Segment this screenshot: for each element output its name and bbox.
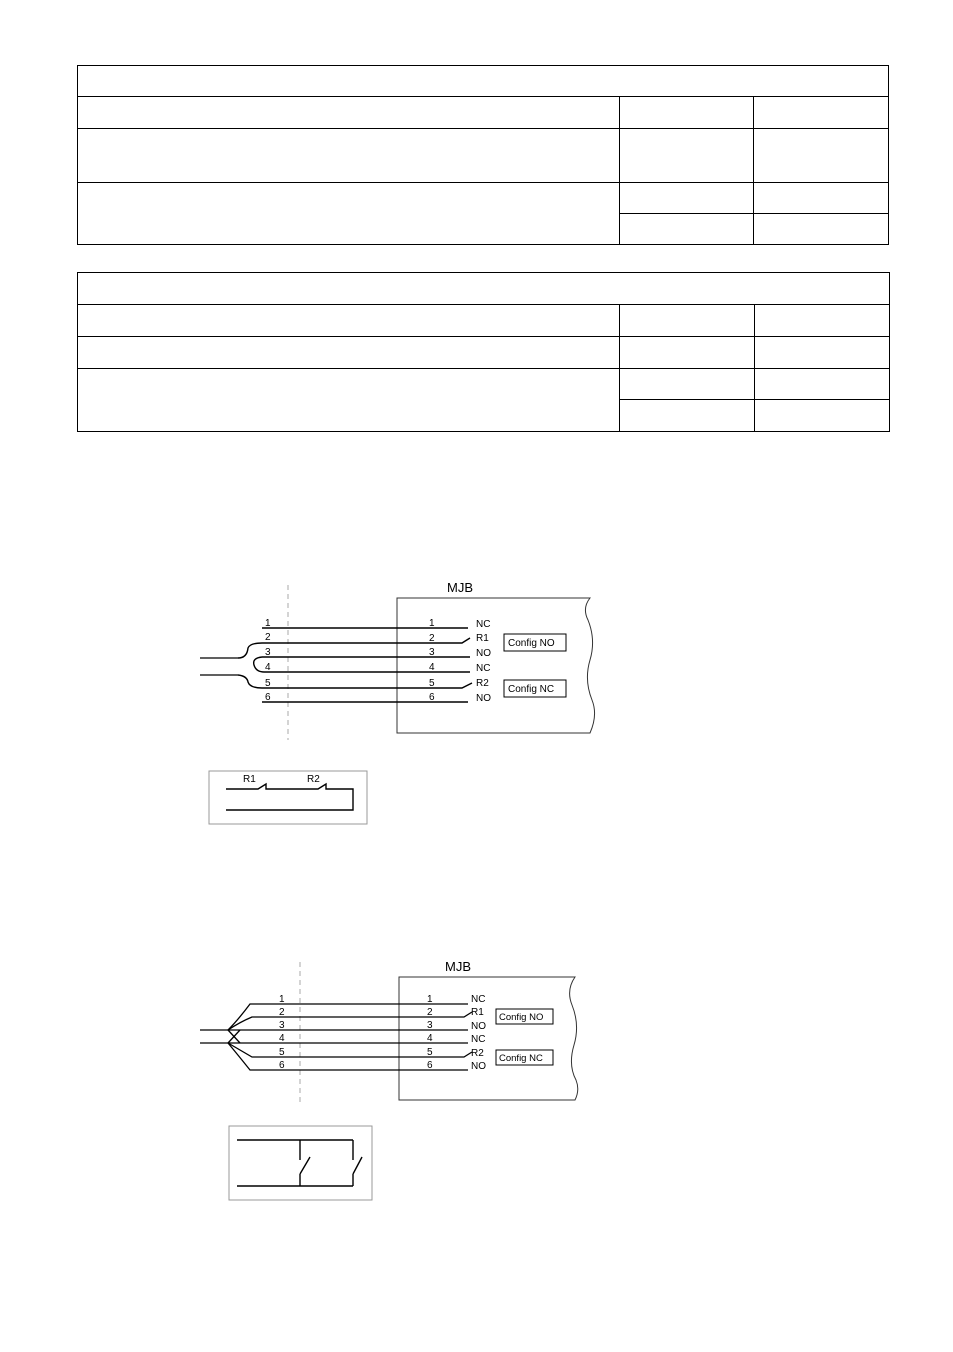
terminal-label: NO xyxy=(476,693,491,704)
right-wire-number: 5 xyxy=(427,1047,433,1058)
terminal-label: R1 xyxy=(476,633,489,644)
terminal-label: NC xyxy=(476,663,491,674)
terminal-label: NC xyxy=(476,619,491,630)
left-wire-number: 4 xyxy=(279,1033,285,1044)
left-wire-number: 6 xyxy=(265,692,271,703)
parallel-schematic-frame xyxy=(229,1126,372,1200)
right-wire-number: 3 xyxy=(427,1020,433,1031)
right-wire-number: 6 xyxy=(427,1060,433,1071)
right-wire-number: 6 xyxy=(429,692,435,703)
terminal-label: NO xyxy=(476,648,491,659)
terminal-label: NO xyxy=(471,1061,486,1072)
left-wire-number: 2 xyxy=(265,632,271,643)
terminal-label: NO xyxy=(471,1021,486,1032)
schematic-label-r1: R1 xyxy=(243,774,256,785)
left-wire-number: 6 xyxy=(279,1060,285,1071)
mjb-housing xyxy=(399,977,578,1100)
right-wire-number: 1 xyxy=(429,618,435,629)
left-wire-number: 1 xyxy=(265,618,271,629)
right-wire-number: 5 xyxy=(429,678,435,689)
right-wire-number: 1 xyxy=(427,994,433,1005)
terminal-label: NC xyxy=(471,1034,486,1045)
schematic-label-r2: R2 xyxy=(307,774,320,785)
right-wire-number: 2 xyxy=(427,1007,433,1018)
terminal-label: R2 xyxy=(471,1048,484,1059)
wire-2 xyxy=(228,1012,472,1030)
mjb-title: MJB xyxy=(445,959,471,974)
left-wire-number: 3 xyxy=(279,1020,285,1031)
right-wire-number: 2 xyxy=(429,633,435,644)
left-wire-number: 5 xyxy=(265,678,271,689)
config-nc-label: Config NC xyxy=(499,1053,543,1064)
right-wire-number: 3 xyxy=(429,647,435,658)
left-wire-number: 2 xyxy=(279,1007,285,1018)
left-wire-number: 4 xyxy=(265,662,271,673)
left-wire-number: 1 xyxy=(279,994,285,1005)
terminal-label: R1 xyxy=(471,1007,484,1018)
parallel-contact-r2 xyxy=(353,1140,362,1186)
mjb-title: MJB xyxy=(447,580,473,595)
terminal-label: NC xyxy=(471,994,486,1005)
right-wire-number: 4 xyxy=(427,1033,433,1044)
terminal-label: R2 xyxy=(476,678,489,689)
parallel-contact-r1 xyxy=(300,1140,310,1186)
left-wire-number: 5 xyxy=(279,1047,285,1058)
config-no-label: Config NO xyxy=(499,1012,544,1023)
config-nc-label: Config NC xyxy=(508,684,555,695)
left-wire-number: 3 xyxy=(265,647,271,658)
config-no-label: Config NO xyxy=(508,638,555,649)
wire-5 xyxy=(228,1043,472,1057)
right-wire-number: 4 xyxy=(429,662,435,673)
